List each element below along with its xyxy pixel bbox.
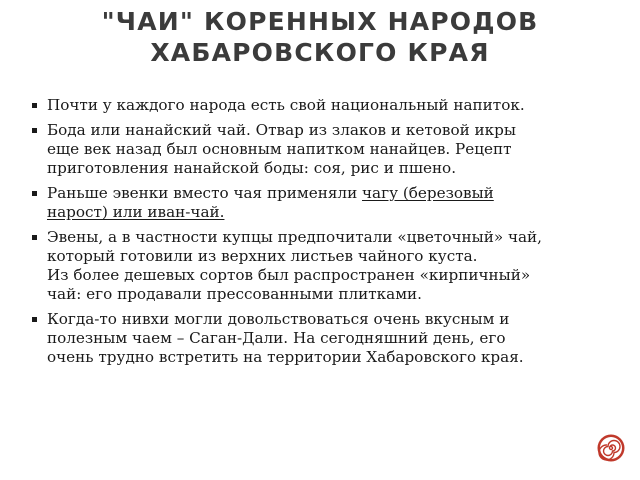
bullet-4-line-2: который готовили из верхних листьев чайного куста. — [47, 247, 478, 265]
bullet-list — [32, 96, 607, 373]
bullet-3-text: Раньше эвенки вместо чая применяли — [47, 184, 363, 202]
bullet-3-line-1 — [47, 184, 607, 203]
slide-title-line-2: ХАБАРОВСКОГО КРАЯ — [150, 38, 490, 67]
bullet-square-icon — [32, 128, 37, 133]
bullet-1-line-1: Почти у каждого народа есть свой национальный напиток. — [47, 96, 525, 114]
bullet-2-line-1: Бода или нанайский чай. Отвар из злаков и кетовой икры — [47, 121, 516, 139]
bullet-4-line-4: чай: его продавали прессованными плитками. — [47, 285, 422, 303]
slide-title-line-1: "ЧАИ" КОРЕННЫХ НАРОДОВ — [101, 7, 539, 36]
bullet-3-line-2 — [47, 203, 607, 222]
bullet-5-line-1: Когда-то нивхи могли довольствоваться очень вкусным и — [47, 310, 510, 328]
spiral-logo-icon — [597, 434, 625, 462]
bullet-5-line-2: полезным чаем – Саган-Дали. На сегодняшний день, его — [47, 329, 506, 347]
bullet-2-line-3: приготовления нанайской боды: соя, рис и пшено. — [47, 159, 457, 177]
chaga-link-part-2[interactable]: нарост) или иван-чай. — [47, 203, 225, 221]
bullet-square-icon — [32, 235, 37, 240]
bullet-item-3 — [32, 184, 607, 222]
bullet-item-5 — [32, 310, 607, 367]
bullet-4-line-3: Из более дешевых сортов был распространен «кирпичный» — [47, 266, 531, 284]
slide-title — [0, 6, 640, 68]
bullet-item-4 — [32, 228, 607, 304]
chaga-link-part-1[interactable]: чагу (березовый — [362, 184, 494, 202]
bullet-item-2 — [32, 121, 607, 178]
bullet-square-icon — [32, 317, 37, 322]
bullet-2-line-2: еще век назад был основным напитком нанайцев. Рецепт — [47, 140, 512, 158]
bullet-5-line-3: очень трудно встретить на территории Хабаровского края. — [47, 348, 524, 366]
bullet-square-icon — [32, 103, 37, 108]
bullet-square-icon — [32, 191, 37, 196]
bullet-item-1 — [32, 96, 607, 115]
bullet-4-line-1: Эвены, а в частности купцы предпочитали «цветочный» чай, — [47, 228, 542, 246]
